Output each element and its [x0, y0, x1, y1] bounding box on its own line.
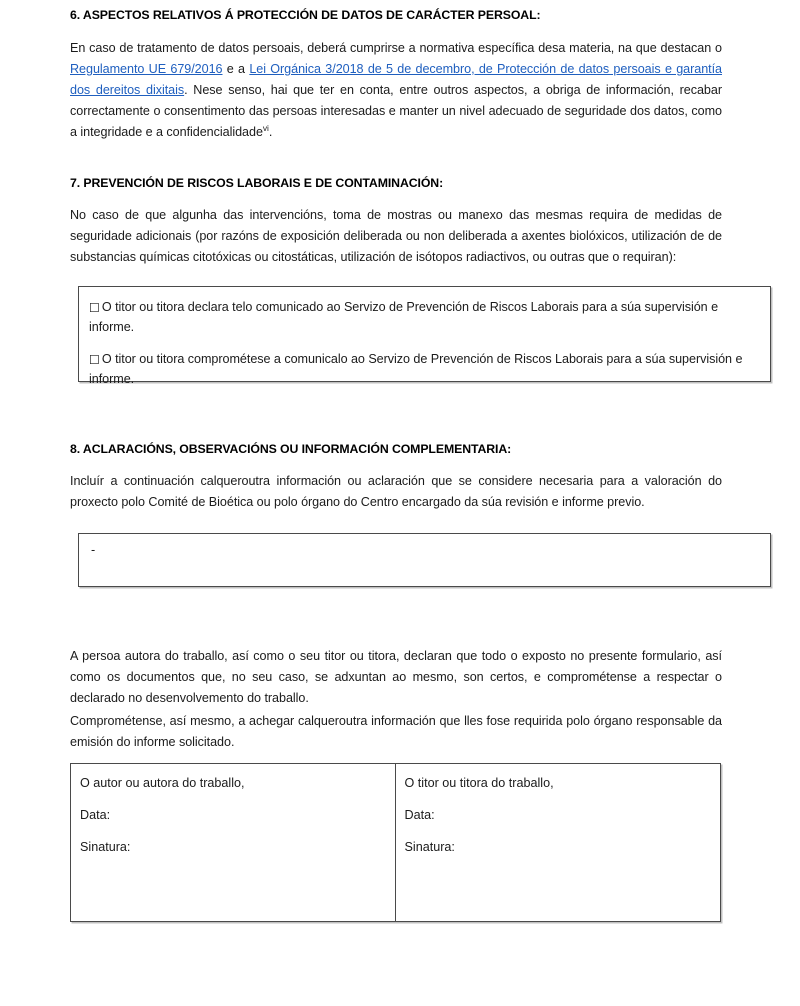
checkbox-row-1[interactable]	[89, 297, 756, 337]
section-8-paragraph: Incluír a continuación calqueroutra información ou aclaración que se considere necesaria para a valoración do proxecto polo Comité de Bioética ou polo órgano do Centro encargado da súa revisión e informe previo.	[70, 474, 722, 509]
section-6-paragraph	[70, 38, 722, 143]
checkbox-icon[interactable]: ☐	[89, 300, 100, 315]
table-row	[71, 764, 721, 922]
tutor-signature-label: Sinatura:	[404, 840, 455, 854]
checkbox-icon[interactable]: ☐	[89, 352, 100, 367]
checkbox-label-1: O titor ou titora declara telo comunicado ao Servizo de Prevención de Riscos Laborais para a súa supervisión e informe.	[89, 300, 719, 334]
section-8-textbox-value: -	[91, 543, 96, 557]
section-6-text-part-1: En caso de tratamento de datos persoais, deberá cumprirse a normativa específica desa materia, na que destacan o	[70, 41, 722, 55]
tutor-title: O titor ou titora do traballo,	[404, 776, 554, 790]
section-8-heading: 8. ACLARACIÓNS, OBSERVACIÓNS OU INFORMACIÓN COMPLEMENTARIA:	[70, 442, 512, 456]
declaration-paragraph-2: Comprométense, así mesmo, a achegar calqueroutra información que lles fose requirida polo órgano responsable da emisión do informe solicitado.	[70, 714, 722, 749]
signature-cell-author[interactable]	[71, 764, 396, 922]
checkbox-label-2: O titor ou titora comprométese a comunicalo ao Servizo de Prevención de Riscos Laborais para a súa supervisión e informe.	[89, 352, 743, 386]
signature-table	[70, 763, 721, 922]
author-date-label: Data:	[80, 808, 111, 822]
section-8-free-text-box[interactable]	[78, 533, 771, 587]
section-7-paragraph: No caso de que algunha das intervencións, toma de mostras ou manexo das mesmas requira de medidas de seguridade adicionais (por razóns de exposición deliberada ou non deliberada a axentes biolóxicos, utilización de de substancias químicas citotóxicas ou citostáticas, utilización de isótopos radiactivos, ou outras que o requiran):	[70, 208, 722, 264]
author-signature-label: Sinatura:	[80, 840, 131, 854]
footnote-marker-vi: vi	[262, 122, 269, 133]
section-7-heading: 7. PREVENCIÓN DE RISCOS LABORAIS E DE CONTAMINACIÓN:	[70, 176, 444, 190]
section-7-checkbox-box	[78, 286, 771, 386]
section-6-heading: 6. ASPECTOS RELATIVOS Á PROTECCIÓN DE DATOS DE CARÁCTER PERSOAL:	[70, 8, 541, 22]
section-6-text-part-2: e a	[222, 62, 250, 76]
section-6-text-end: .	[268, 125, 273, 139]
declaration-paragraph-1: A persoa autora do traballo, así como o seu titor ou titora, declaran que todo o exposto no presente formulario, así como os documentos que, no seu caso, se adxuntan ao mesmo, son certos, e comprométense a respectar o declarado no desenvolvemento do traballo.	[70, 649, 722, 705]
link-lei-organica[interactable]: Lei Orgánica 3/2018 de 5 de decembro, de Protección de datos persoais e garantía dos dereitos dixitais	[70, 62, 723, 97]
author-title: O autor ou autora do traballo,	[80, 776, 245, 790]
section-6-text-part-3: . Nese senso, hai que ter en conta, entre outros aspectos, a obriga de información, recabar correctamente o consentimento das persoas interesadas e manter un nivel adecuado de seguridade dos datos, como a integridade e a confidencialidade	[70, 83, 722, 139]
checkbox-row-2[interactable]	[89, 349, 756, 389]
signature-cell-tutor[interactable]	[395, 764, 721, 922]
link-regulamento-ue[interactable]: Regulamento UE 679/2016	[70, 62, 223, 76]
tutor-date-label: Data:	[404, 808, 435, 822]
